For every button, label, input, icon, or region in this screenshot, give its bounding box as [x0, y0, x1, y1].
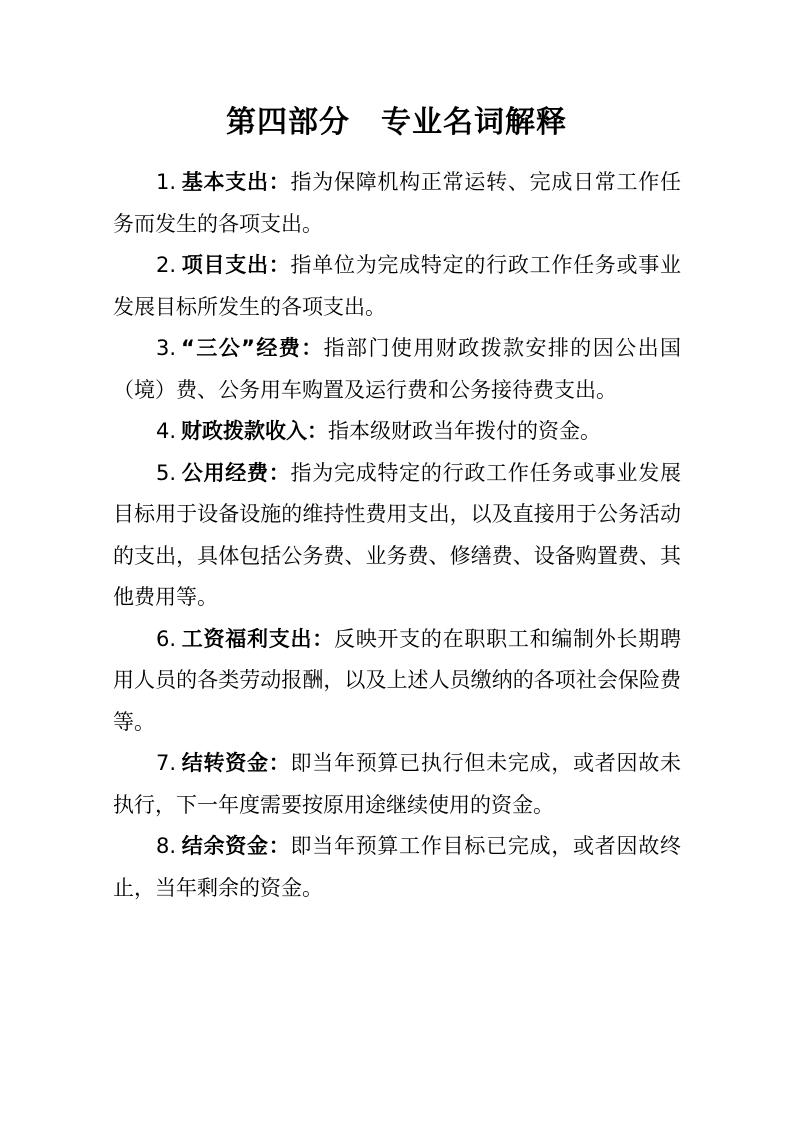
term-number: 7. — [156, 751, 177, 775]
definition-paragraph — [113, 826, 681, 909]
term-number: 8. — [156, 834, 177, 858]
term-number: 6. — [156, 626, 177, 651]
term-definition: 指部门使用财政拨款安排的因公出国（境）费、公务用车购置及运行费和公务接待费支出。 — [113, 336, 681, 402]
definition-paragraph — [113, 619, 681, 744]
term-number: 5. — [156, 460, 177, 485]
term-label: “三公”经费： — [181, 336, 324, 360]
definition-paragraph — [113, 162, 681, 245]
definition-paragraph — [113, 328, 681, 411]
term-definition: 指单位为完成特定的行政工作任务或事业发展目标所发生的各项支出。 — [113, 253, 682, 319]
definition-paragraph — [113, 453, 681, 619]
term-label: 工资福利支出： — [181, 626, 334, 651]
term-definition: 指为保障机构正常运转、完成日常工作任务而发生的各项支出。 — [113, 170, 682, 236]
term-number: 4. — [156, 419, 177, 443]
term-definition: 即当年预算工作目标已完成，或者因故终止，当年剩余的资金。 — [113, 834, 682, 900]
page-title: 第四部分 专业名词解释 — [226, 105, 567, 140]
definition-paragraph — [113, 411, 681, 453]
term-definition: 指为完成特定的行政工作任务或事业发展目标用于设备设施的维持性费用支出，以及直接用于公务活动的支出，具体包括公务费、业务费、修缮费、设备购置费、其他费用等。 — [113, 460, 682, 609]
definition-paragraph — [113, 743, 681, 826]
term-label: 结余资金： — [181, 834, 291, 858]
term-number: 1. — [156, 170, 177, 194]
term-label: 项目支出： — [181, 253, 291, 277]
term-label: 基本支出： — [181, 170, 291, 194]
term-label: 公用经费： — [181, 460, 291, 485]
definition-paragraph — [113, 245, 681, 328]
term-definition: 即当年预算已执行但未完成，或者因故未执行，下一年度需要按原用途继续使用的资金。 — [113, 751, 682, 817]
term-label: 财政拨款收入： — [181, 419, 329, 443]
document-body — [113, 162, 681, 909]
term-number: 2. — [156, 253, 177, 277]
term-definition: 反映开支的在职职工和编制外长期聘用人员的各类劳动报酬，以及上述人员缴纳的各项社会保险费等。 — [113, 626, 682, 734]
term-number: 3. — [156, 336, 177, 360]
term-definition: 指本级财政当年拨付的资金。 — [328, 419, 602, 443]
term-label: 结转资金： — [181, 751, 291, 775]
